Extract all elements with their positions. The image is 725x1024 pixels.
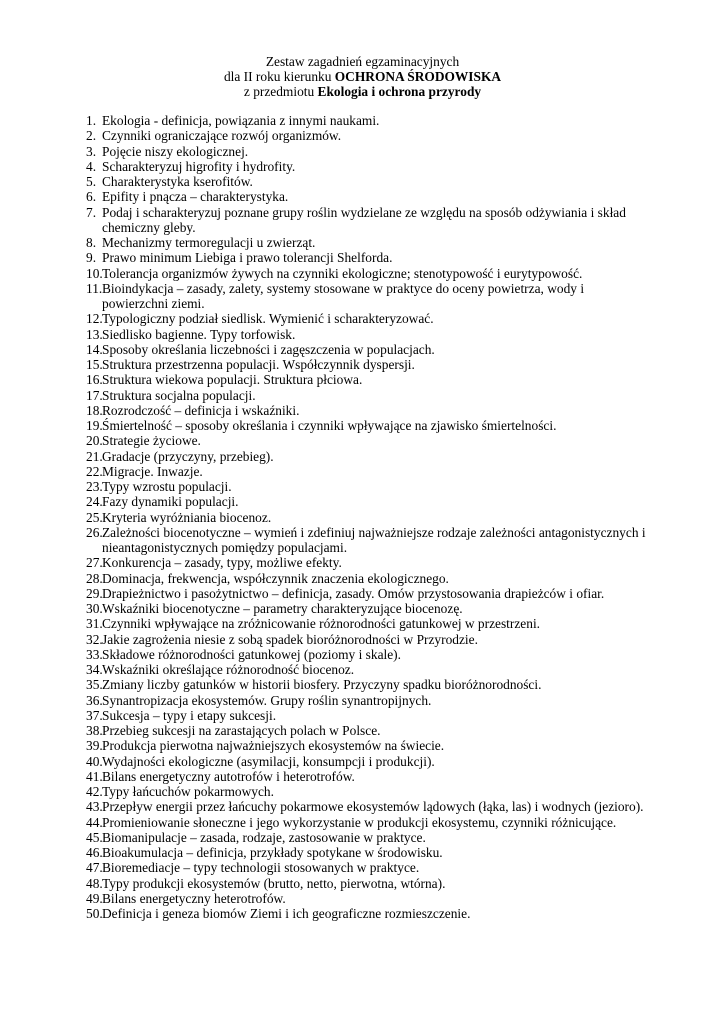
question-item — [86, 281, 646, 312]
question-item — [86, 571, 646, 586]
question-number: 41. — [86, 768, 103, 784]
question-number: 40. — [86, 753, 103, 769]
question-text: Typologiczny podział siedlisk. Wymienić i scharakteryzować. — [102, 311, 434, 327]
question-item — [86, 418, 646, 433]
question-item — [86, 235, 646, 250]
question-text: Definicja i geneza biomów Ziemi i ich geograficzne rozmieszczenie. — [102, 906, 471, 921]
question-text: Drapieżnictwo i pasożytnictwo – definicja, zasady. Omów przystosowania drapieżców i ofiar. — [102, 585, 605, 601]
question-number: 18. — [86, 402, 103, 418]
question-text: Śmiertelność – sposoby określania i czynniki wpływające na zjawisko śmiertelności. — [102, 418, 557, 433]
question-text: Struktura przestrzenna populacji. Współczynnik dyspersji. — [102, 357, 415, 372]
question-text: Fazy dynamiki populacji. — [102, 494, 239, 510]
question-text: Migracje. Inwazje. — [102, 463, 203, 479]
question-number: 32. — [86, 631, 103, 647]
question-item — [86, 510, 646, 525]
question-number: 6. — [86, 189, 97, 205]
question-text: Przebieg sukcesji na zarastających polach w Polsce. — [102, 723, 381, 738]
question-number: 14. — [86, 341, 103, 357]
question-text: Gradacje (przyczyny, przebieg). — [102, 448, 274, 464]
question-item — [86, 677, 646, 692]
question-text: Zmiany liczby gatunków w historii biosfery. Przyczyny spadku bioróżnorodności. — [102, 677, 542, 693]
question-number: 16. — [86, 372, 103, 388]
question-number: 5. — [86, 174, 97, 189]
question-text: Produkcja pierwotna najważniejszych ekosystemów na świecie. — [102, 738, 445, 754]
question-text: Struktura wiekowa populacji. Struktura płciowa. — [102, 372, 363, 388]
question-number: 39. — [86, 738, 103, 754]
question-item — [86, 525, 646, 556]
question-number: 23. — [86, 479, 103, 494]
question-number: 28. — [86, 570, 103, 586]
question-item — [86, 494, 646, 509]
question-text: Przepływ energii przez łańcuchy pokarmowe ekosystemów lądowych (łąka, las) i wodnych (jezioro). — [102, 799, 644, 815]
question-number: 34. — [86, 662, 103, 677]
question-item — [86, 266, 646, 281]
question-text: Wydajności ekologiczne (asymilacji, konsumpcji i produkcji). — [102, 753, 435, 769]
question-text: Zależności biocenotyczne – wymień i zdefiniuj najważniejsze rodzaje zależności antagonistycznych i nieantagonistycznych pomiędzy populacjami. — [102, 524, 646, 555]
header-study-program — [0, 69, 725, 84]
question-text: Sukcesja – typy i etapy sukcesji. — [102, 707, 277, 723]
question-text: Czynniki wpływające na zróżnicowanie różnorodności gatunkowej w przestrzeni. — [102, 616, 541, 632]
question-number: 17. — [86, 387, 103, 403]
question-number: 15. — [86, 357, 103, 372]
question-item — [86, 906, 646, 921]
question-text: Wskaźniki biocenotyczne – parametry charakteryzujące biocenozę. — [102, 601, 463, 616]
question-number: 21. — [86, 448, 103, 464]
question-item — [86, 830, 646, 845]
question-item — [86, 723, 646, 738]
question-text: Wskaźniki określające różnorodność biocenoz. — [102, 662, 355, 677]
question-text: Epifity i pnącza – charakterystyka. — [102, 189, 289, 205]
question-item — [86, 144, 646, 159]
question-text: Typy produkcji ekosystemów (brutto, netto, pierwotna, wtórna). — [102, 875, 446, 891]
question-item — [86, 632, 646, 647]
question-text: Biomanipulacje – zasada, rodzaje, zastosowanie w praktyce. — [102, 829, 426, 845]
question-text: Ekologia - definicja, powiązania z innymi naukami. — [102, 113, 380, 128]
question-item — [86, 616, 646, 631]
header-title: Zestaw zagadnień egzaminacyjnych — [265, 54, 460, 69]
question-number: 49. — [86, 890, 103, 906]
question-number: 47. — [86, 860, 103, 876]
question-item — [86, 128, 646, 143]
exam-question-list — [86, 113, 646, 921]
question-item — [86, 601, 646, 616]
question-number: 31. — [86, 616, 103, 632]
question-text: Czynniki ograniczające rozwój organizmów. — [102, 128, 342, 144]
question-number: 44. — [86, 814, 103, 830]
question-number: 30. — [86, 601, 103, 616]
question-item — [86, 159, 646, 174]
question-item — [86, 388, 646, 403]
question-text: Struktura socjalna populacji. — [102, 387, 256, 403]
question-text: Siedlisko bagienne. Typy torfowisk. — [102, 326, 296, 342]
question-number: 48. — [86, 875, 103, 891]
question-text: Pojęcie niszy ekologicznej. — [102, 143, 249, 159]
question-text: Scharakteryzuj higrofity i hydrofity. — [102, 158, 296, 174]
question-text: Rozrodczość – definicja i wskaźniki. — [102, 402, 300, 418]
question-item — [86, 250, 646, 265]
question-number: 10. — [86, 265, 103, 281]
question-text: Dominacja, frekwencja, współczynnik znaczenia ekologicznego. — [102, 570, 449, 586]
question-item — [86, 357, 646, 372]
question-text: Kryteria wyróżniania biocenoz. — [102, 509, 272, 525]
question-item — [86, 891, 646, 906]
question-item — [86, 769, 646, 784]
header-program-prefix: dla II roku kierunku — [223, 69, 335, 85]
header-course-name: Ekologia i ochrona przyrody — [317, 84, 482, 100]
question-text: Synantropizacja ekosystemów. Grupy roślin synantropijnych. — [102, 692, 432, 708]
question-item — [86, 403, 646, 418]
question-item — [86, 189, 646, 204]
question-text: Strategie życiowe. — [102, 433, 201, 449]
question-number: 46. — [86, 845, 103, 860]
question-item — [86, 860, 646, 875]
question-text: Promieniowanie słoneczne i jego wykorzystanie w produkcji ekosystemu, czynniki różnicujące. — [102, 814, 617, 830]
question-number: 4. — [86, 158, 97, 174]
document-header — [0, 54, 725, 100]
question-number: 50. — [86, 906, 103, 921]
header-course — [0, 84, 725, 99]
question-number: 43. — [86, 799, 103, 815]
question-item — [86, 449, 646, 464]
question-item — [86, 174, 646, 189]
question-text: Bioakumulacja – definicja, przykłady spotykane w środowisku. — [102, 845, 443, 860]
question-number: 3. — [86, 143, 97, 159]
question-item — [86, 555, 646, 570]
question-text: Typy wzrostu populacji. — [102, 479, 232, 494]
question-item — [86, 708, 646, 723]
question-number: 12. — [86, 311, 103, 327]
question-item — [86, 342, 646, 357]
question-number: 26. — [86, 524, 103, 540]
question-text: Podaj i scharakteryzuj poznane grupy roślin wydzielane ze względu na sposób odżywiania i skład chemiczny gleby. — [102, 204, 626, 235]
question-item — [86, 784, 646, 799]
question-number: 37. — [86, 707, 103, 723]
question-item — [86, 738, 646, 753]
question-item — [86, 586, 646, 601]
question-item — [86, 647, 646, 662]
question-item — [86, 876, 646, 891]
question-number: 1. — [86, 113, 97, 128]
question-text: Jakie zagrożenia niesie z sobą spadek bioróżnorodności w Przyrodzie. — [102, 631, 478, 647]
question-item — [86, 372, 646, 387]
question-text: Bilans energetyczny autotrofów i heterotrofów. — [102, 768, 355, 784]
question-item — [86, 479, 646, 494]
question-item — [86, 464, 646, 479]
question-number: 24. — [86, 494, 103, 510]
question-number: 8. — [86, 235, 97, 250]
question-number: 33. — [86, 646, 103, 662]
question-number: 42. — [86, 784, 103, 799]
question-number: 22. — [86, 463, 103, 479]
question-number: 25. — [86, 509, 103, 525]
question-text: Typy łańcuchów pokarmowych. — [102, 784, 274, 799]
question-number: 35. — [86, 677, 103, 693]
question-item — [86, 433, 646, 448]
header-program-name: OCHRONA ŚRODOWISKA — [334, 69, 502, 85]
question-text: Konkurencja – zasady, typy, możliwe efekty. — [102, 555, 342, 571]
question-text: Bilans energetyczny heterotrofów. — [102, 890, 286, 906]
question-text: Mechanizmy termoregulacji u zwierząt. — [102, 235, 316, 250]
question-text: Charakterystyka kserofitów. — [102, 174, 253, 189]
question-text: Tolerancja organizmów żywych na czynniki ekologiczne; stenotypowość i eurytypowość. — [102, 265, 583, 281]
question-number: 38. — [86, 723, 103, 738]
question-item — [86, 815, 646, 830]
header-course-prefix: z przedmiotu — [243, 84, 318, 100]
question-item — [86, 845, 646, 860]
question-text: Prawo minimum Liebiga i prawo tolerancji Shelforda. — [102, 250, 393, 266]
question-text: Składowe różnorodności gatunkowej (poziomy i skale). — [102, 646, 401, 662]
question-item — [86, 754, 646, 769]
question-number: 2. — [86, 128, 97, 144]
question-item — [86, 799, 646, 814]
question-text: Bioindykacja – zasady, zalety, systemy stosowane w praktyce do oceny powietrza, wody i powierzchni ziemi. — [102, 280, 585, 311]
question-item — [86, 113, 646, 128]
question-number: 27. — [86, 555, 103, 571]
question-number: 20. — [86, 433, 103, 449]
question-item — [86, 311, 646, 326]
question-number: 45. — [86, 829, 103, 845]
question-number: 29. — [86, 585, 103, 601]
question-item — [86, 327, 646, 342]
question-number: 36. — [86, 692, 103, 708]
question-number: 13. — [86, 326, 103, 342]
question-text: Sposoby określania liczebności i zagęszczenia w populacjach. — [102, 341, 435, 357]
question-item — [86, 662, 646, 677]
question-item — [86, 693, 646, 708]
question-number: 9. — [86, 250, 97, 266]
question-number: 7. — [86, 204, 97, 220]
question-number: 11. — [86, 280, 103, 296]
question-number: 19. — [86, 418, 103, 433]
question-item — [86, 205, 646, 236]
question-text: Bioremediacje – typy technologii stosowanych w praktyce. — [102, 860, 420, 876]
